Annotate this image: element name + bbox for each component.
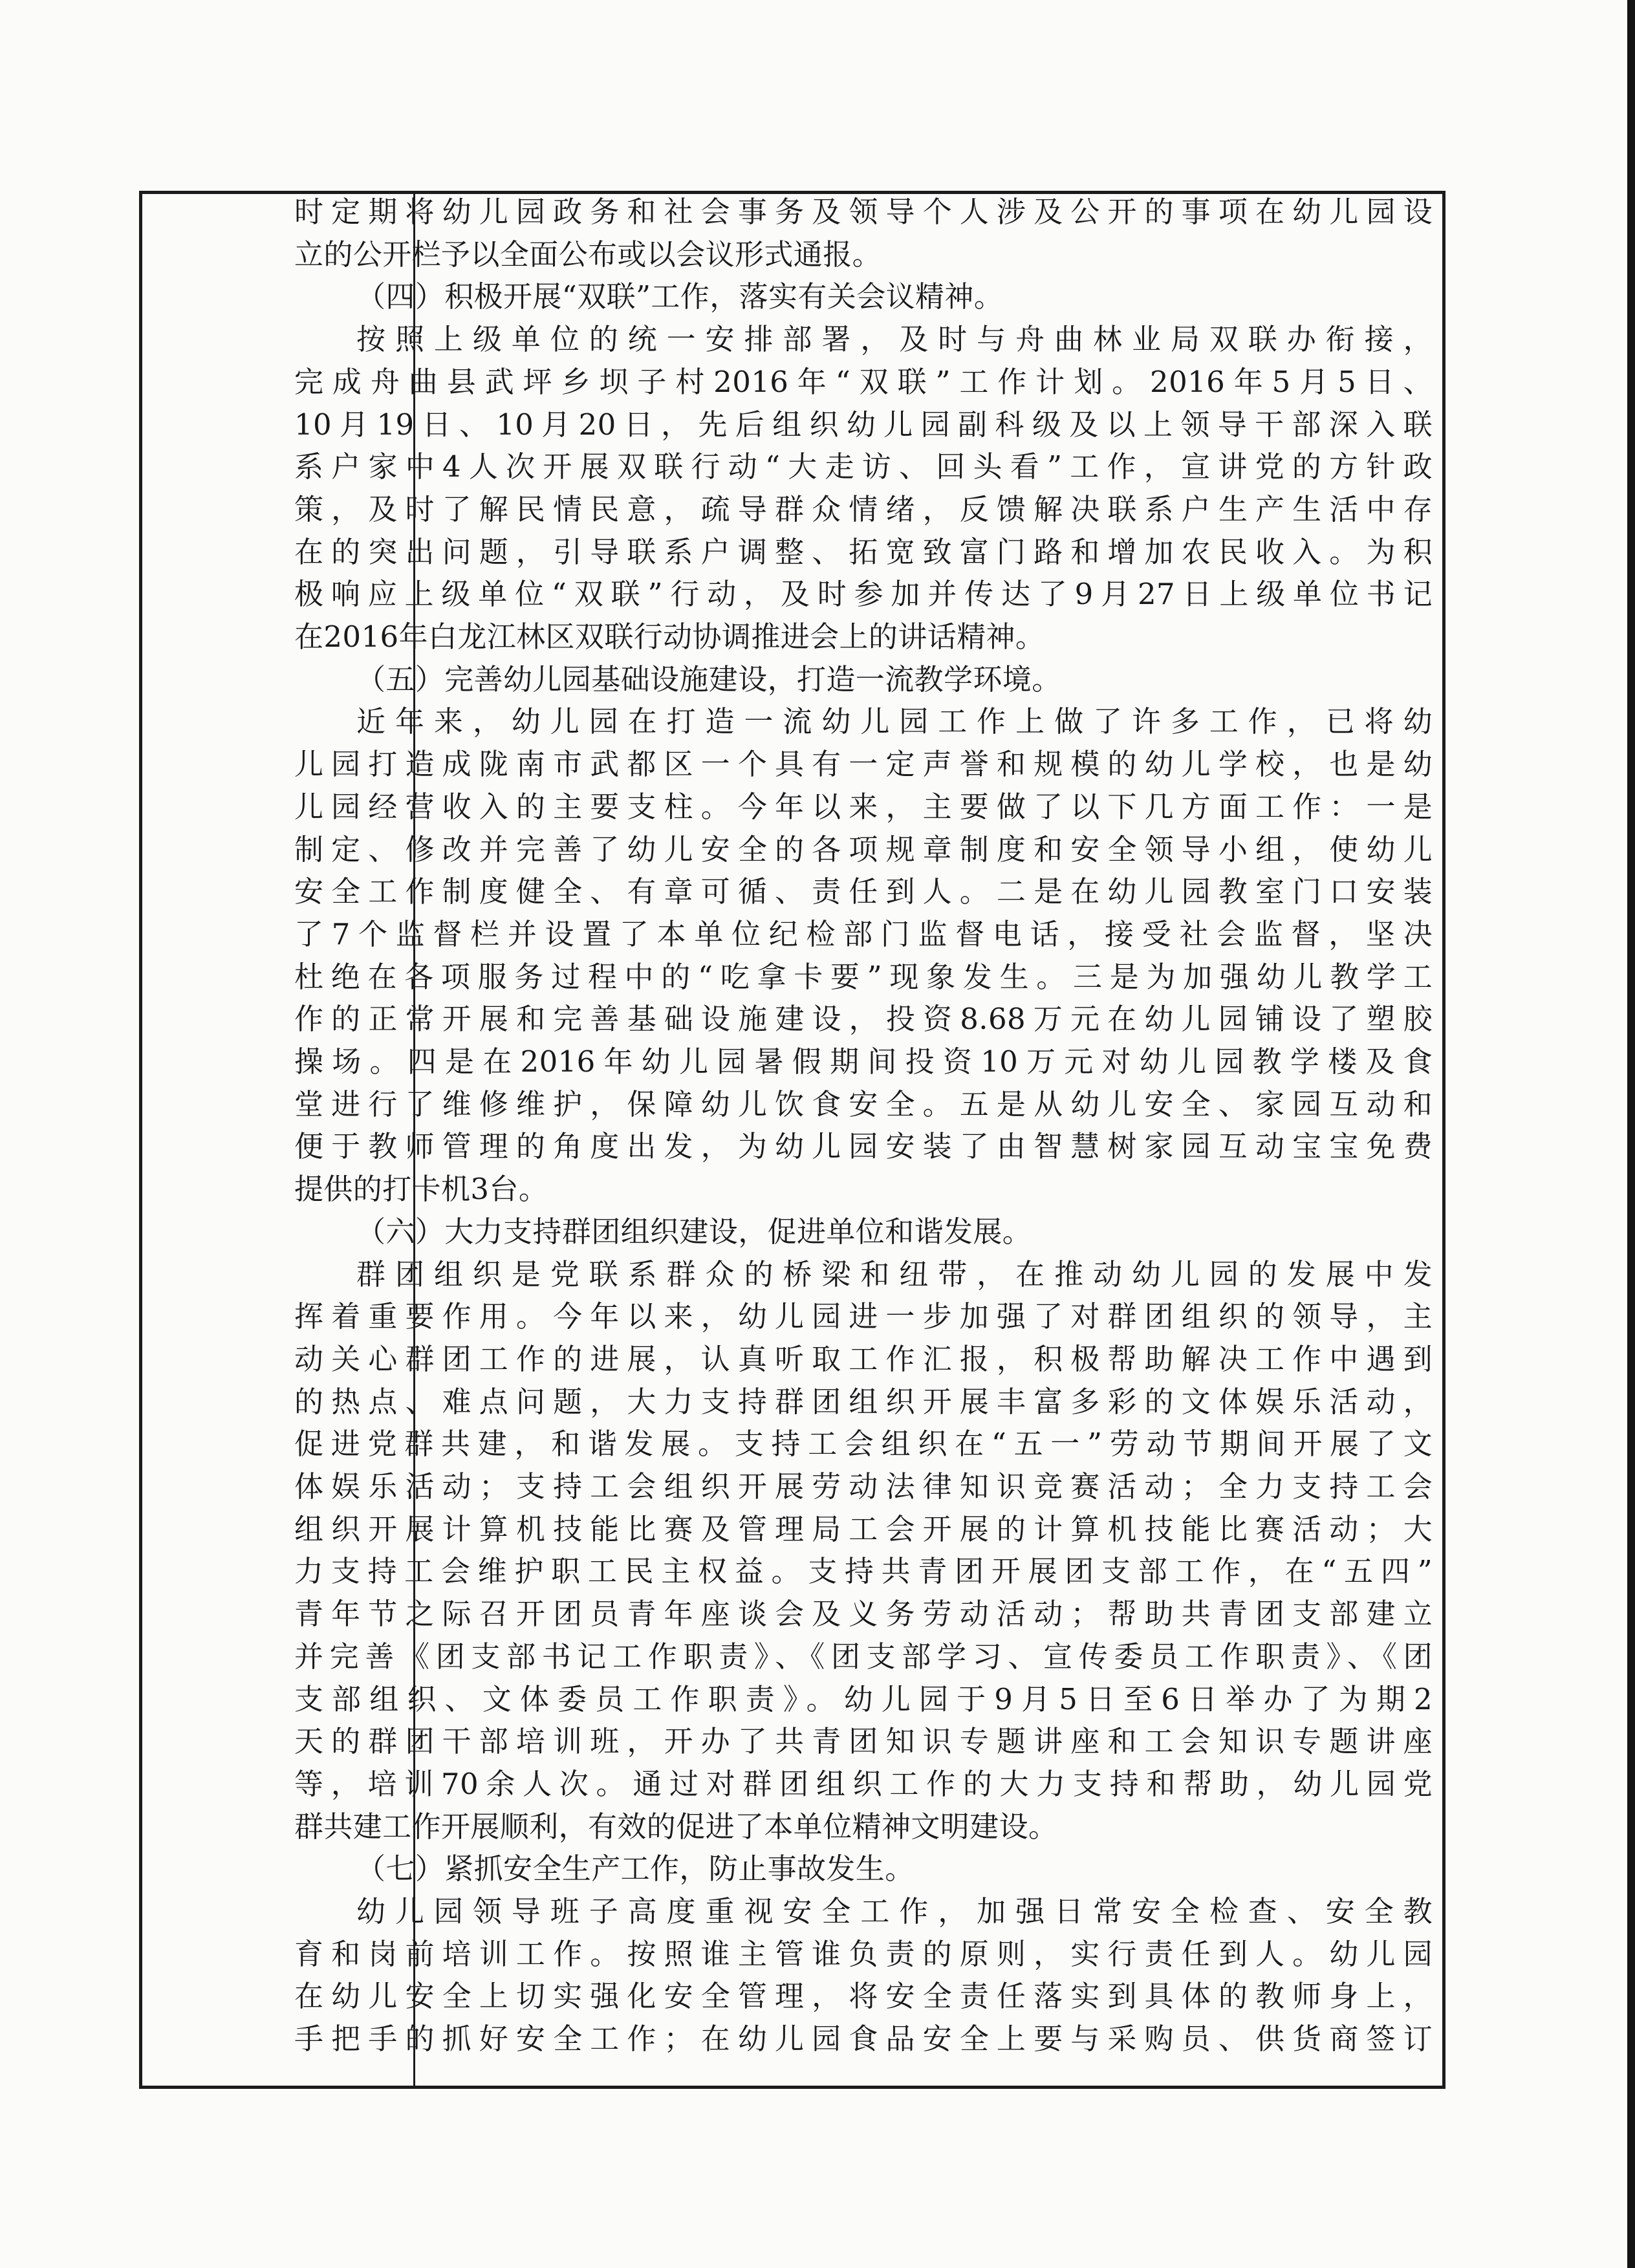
text-line: 儿园经营收入的主要支柱。今年以来，主要做了以下几方面工作：一是: [294, 789, 1433, 824]
text-line: 促进党群共建，和谐发展。支持工会组织在“五一”劳动节期间开展了文: [294, 1427, 1433, 1462]
text-line: 的热点、难点问题，大力支持群团组织开展丰富多彩的文体娱乐活动，: [294, 1384, 1433, 1419]
text-line: 在的突出问题，引导联系户调整、拓宽致富门路和增加农民收入。为积: [294, 534, 1433, 569]
scan-edge-strip: [1627, 0, 1635, 2268]
text-line: 支部组织、文体委员工作职责》。幼儿园于9月5日至6日举办了为期2: [294, 1681, 1433, 1716]
document-body: [294, 191, 1433, 2089]
section-heading: （七）紧抓安全生产工作，防止事故发生。: [356, 1852, 915, 1886]
text-line: 操场。四是在2016年幼儿园暑假期间投资10万元对幼儿园教学楼及食: [294, 1044, 1433, 1079]
text-line: 在2016年白龙江林区双联行动协调推进会上的讲话精神。: [294, 620, 1045, 654]
text-line: 群团组织是党联系群众的桥梁和纽带，在推动幼儿园的发展中发: [356, 1257, 1433, 1291]
text-line: 组织开展计算机技能比赛及管理局工会开展的计算机技能比赛活动；大: [294, 1511, 1433, 1546]
section-heading: （四）积极开展“双联”工作，落实有关会议精神。: [356, 279, 1004, 314]
text-line: 堂进行了维修维护，保障幼儿饮食安全。五是从幼儿安全、家园互动和: [294, 1086, 1433, 1121]
text-line: 近年来，幼儿园在打造一流幼儿园工作上做了许多工作，已将幼: [356, 704, 1433, 739]
text-line: 便于教师管理的角度出发，为幼儿园安装了由智慧树家园互动宝宝免费: [294, 1129, 1433, 1164]
text-line: 极响应上级单位“双联”行动，及时参加并传达了9月27日上级单位书记: [294, 577, 1433, 612]
text-line: 杜绝在各项服务过程中的“吃拿卡要”现象发生。三是为加强幼儿教学工: [294, 959, 1433, 994]
text-line: 儿园打造成陇南市武都区一个具有一定声誉和规模的幼儿学校，也是幼: [294, 747, 1433, 782]
text-line: 了7个监督栏并设置了本单位纪检部门监督电话，接受社会监督，坚决: [294, 916, 1433, 951]
text-line: 等，培训70余人次。通过对群团组织工作的大力支持和帮助，幼儿园党: [294, 1766, 1433, 1801]
text-line: 力支持工会维护职工民主权益。支持共青团开展团支部工作，在“五四”: [294, 1554, 1433, 1589]
text-line: 手把手的抓好安全工作；在幼儿园食品安全上要与采购员、供货商签订: [294, 2022, 1433, 2057]
section-heading: （五）完善幼儿园基础设施建设，打造一流教学环境。: [356, 662, 1061, 697]
text-line: 体娱乐活动；支持工会组织开展劳动法律知识竞赛活动；全力支持工会: [294, 1469, 1433, 1504]
text-line: 10月19日、10月20日，先后组织幼儿园副科级及以上领导干部深入联: [294, 407, 1433, 442]
text-line: 动关心群团工作的进展，认真听取工作汇报，积极帮助解决工作中遇到: [294, 1341, 1433, 1376]
text-line: 时定期将幼儿园政务和社会事务及领导个人涉及公开的事项在幼儿园设: [294, 195, 1433, 229]
text-line: 群共建工作开展顺利，有效的促进了本单位精神文明建设。: [294, 1809, 1058, 1844]
text-line: 作的正常开展和完善基础设施建设，投资8.68万元在幼儿园铺设了塑胶: [294, 1002, 1433, 1037]
text-line: 完成舟曲县武坪乡坝子村2016年“双联”工作计划。2016年5月5日、: [294, 364, 1433, 399]
text-line: 青年节之际召开团员青年座谈会及义务劳动活动；帮助共青团支部建立: [294, 1597, 1433, 1632]
text-line: 安全工作制度健全、有章可循、责任到人。二是在幼儿园教室门口安装: [294, 874, 1433, 909]
text-line: 系户家中4人次开展双联行动“大走访、回头看”工作，宣讲党的方针政: [294, 449, 1433, 484]
section-heading: （六）大力支持群团组织建设，促进单位和谐发展。: [356, 1214, 1032, 1249]
text-line: 按照上级单位的统一安排部署，及时与舟曲林业局双联办衔接，: [356, 322, 1433, 357]
text-line: 挥着重要作用。今年以来，幼儿园进一步加强了对群团组织的领导，主: [294, 1299, 1433, 1334]
text-line: 幼儿园领导班子高度重视安全工作，加强日常安全检查、安全教: [356, 1894, 1433, 1928]
text-line: 并完善《团支部书记工作职责》、《团支部学习、宣传委员工作职责》、《团: [294, 1639, 1433, 1674]
text-line: 在幼儿安全上切实强化安全管理，将安全责任落实到具体的教师身上，: [294, 1979, 1433, 2014]
text-line: 提供的打卡机3台。: [294, 1172, 548, 1207]
text-line: 制定、修改并完善了幼儿安全的各项规章制度和安全领导小组，使幼儿: [294, 832, 1433, 867]
text-line: 育和岗前培训工作。按照谁主管谁负责的原则，实行责任到人。幼儿园: [294, 1936, 1433, 1971]
text-line: 策，及时了解民情民意，疏导群众情绪，反馈解决联系户生产生活中存: [294, 491, 1433, 526]
text-line: 立的公开栏予以全面公布或以会议形式通报。: [294, 237, 882, 272]
text-line: 天的群团干部培训班，开办了共青团知识专题讲座和工会知识专题讲座: [294, 1724, 1433, 1759]
